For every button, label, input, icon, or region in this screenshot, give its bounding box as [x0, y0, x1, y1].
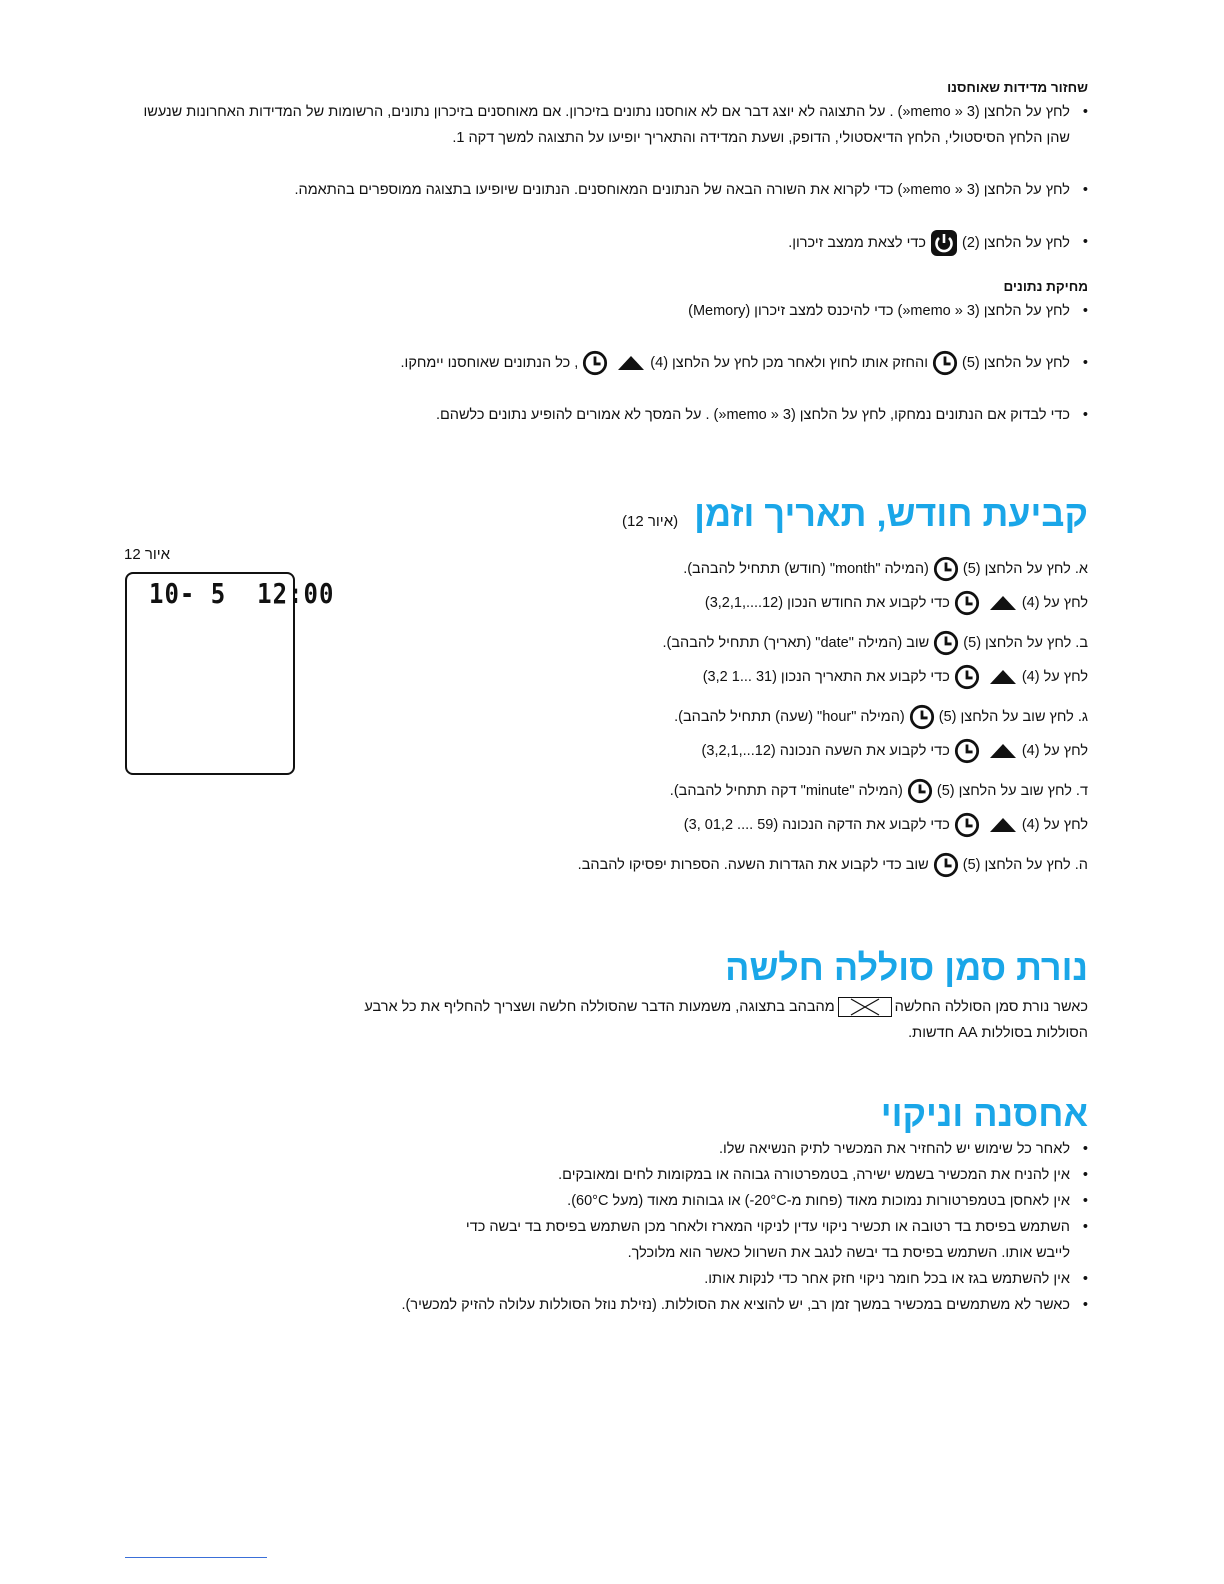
step-line-a [128, 774, 1088, 808]
battery-line-2: הסוללות בסוללות AA חדשות. [908, 1025, 1088, 1042]
step-text: לחץ על (4) [1021, 743, 1088, 760]
clock-step-4 [128, 774, 1088, 842]
clock-section-title [128, 492, 1088, 544]
delete-bullet-1: • לחץ על הלחצן (3 « memo«) כדי להיכנס למצב זיכרון (Memory) [128, 298, 1088, 324]
delete-bullet-2-c: , כל הנתונים שאוחסנו יימחקו. [400, 355, 579, 371]
step-text: כדי לקבוע את החודש הנכון (12....,3,2,1) [704, 595, 950, 612]
delete-bullet-2-a: לחץ על הלחצן (5) [962, 355, 1070, 371]
clock-button-icon [933, 630, 959, 656]
clock-button-icon [954, 664, 980, 690]
storage-item-4-line-1: השתמש בפיסת בד רטובה או תכשיר ניקוי עדין לניקוי המארז ולאחר מכן השתמש בפיסת בד יבשה כדי [465, 1219, 1070, 1236]
up-arrow-icon [988, 594, 1018, 612]
clock-button-icon [909, 704, 935, 730]
footer-line [125, 1557, 267, 1558]
step-text: שוב כדי לקבוע את הגדרות השעה. הספרות יפסיקו להבהב. [577, 857, 929, 874]
clock-button-icon [954, 590, 980, 616]
memory-bullet-2: • לחץ על הלחצן (3 « memo«) כדי לקרוא את השורה הבאה של הנתונים המאוחסנים. הנתונים שיופיעו בתצוגה ממוספרים בהתאמה. [128, 177, 1088, 203]
clock-button-icon [954, 738, 980, 764]
battery-section-title: נורת סמן סוללה חלשה [725, 947, 1088, 989]
memory-bullet-3 [128, 229, 1088, 257]
step-text: כדי לקבוע את הדקה הנכונה (59 .... 01,2 ,3) [683, 817, 950, 834]
up-arrow-icon [988, 668, 1018, 686]
delete-bullet-2-b: והחזק אותו לחוץ ולאחר מכן לחץ על הלחצן (4) [650, 355, 928, 371]
storage-item-5: • אין להשתמש בגז או בכל חומר ניקוי חזק אחר כדי לנקות אותו. [128, 1266, 1088, 1292]
clock-button-icon [932, 350, 958, 376]
memory-bullet-1-line-2: שהן הלחץ הסיסטולי, הלחץ הדיאסטולי, הדופק, ושעת המדידה והתאריך יופיעו על התצוגה למשך דקה 1. [452, 130, 1070, 146]
delete-bullet-3: • כדי לבדוק אם הנתונים נמחקו, לחץ על הלחצן (3 « memo«) . על המסך לא אמורים להופיע נתונים כלשהם. [128, 402, 1088, 428]
storage-item-1: • לאחר כל שימוש יש להחזיר את המכשיר לתיק הנשיאה שלו. [128, 1136, 1088, 1162]
figure-label: איור 12 [124, 546, 171, 563]
storage-item-3: • אין לאחסן בטמפרטורות נמוכות מאוד (פחות מ-20°C-) או גבוהות מאוד (מעל 60°C). [128, 1188, 1088, 1214]
up-arrow-icon [988, 816, 1018, 834]
clock-button-icon [907, 778, 933, 804]
step-text: ב. לחץ על הלחצן (5) [963, 635, 1088, 652]
battery-text: כאשר נורת סמן הסוללה החלשה [894, 999, 1088, 1016]
storage-item-4 [128, 1214, 1088, 1266]
memory-bullet-1-line-1: לחץ על הלחצן (3 « memo«) . על התצוגה לא יוצג דבר אם לא אוחסנו נתונים בזיכרון. אם מאוחסנים בזיכרון נתונים, הרשומות של המדידות האחרונות שנעשו [143, 104, 1070, 120]
step-text: (המילה "month" (חודש) תתחיל להבהב). [683, 561, 929, 578]
memory-bullet-3-a: לחץ על הלחצן (2) [962, 234, 1070, 251]
step-text: לחץ על (4) [1021, 669, 1088, 686]
step-text: ג. לחץ שוב על הלחצן (5) [938, 709, 1088, 726]
delete-section-title: מחיקת נתונים [1003, 279, 1088, 294]
step-text: (המילה "hour" (שעה) תתחיל להבהב). [674, 709, 905, 726]
storage-section-title: אחסנה וניקוי [880, 1093, 1088, 1135]
clock-step-5 [128, 848, 1088, 882]
battery-line-1 [128, 994, 1088, 1020]
clock-title-text: קביעת חודש, תאריך וזמן [694, 493, 1088, 535]
clock-button-icon [933, 556, 959, 582]
figure-reference: (איור 12) [622, 513, 679, 531]
memory-section-title: שחזור מדידות שאוחסנו [947, 80, 1088, 95]
step-text: לחץ על (4) [1021, 817, 1088, 834]
low-battery-icon [838, 997, 892, 1017]
delete-bullet-2 [128, 350, 1088, 376]
lcd-display-figure [125, 572, 335, 775]
step-text: שוב (המילה "date" (תאריך) תתחיל להבהב). [662, 635, 930, 652]
storage-item-4-line-2: לייבש אותו. השתמש בפיסת בד יבשה לנגב את השרוול כאשר הוא מלוכלך. [627, 1245, 1070, 1262]
step-text: לחץ על (4) [1021, 595, 1088, 612]
clock-button-icon [582, 350, 608, 376]
storage-item-2: • אין להניח את המכשיר בשמש ישירה, בטמפרטורה גבוהה או במקומות לחים ומאובקים. [128, 1162, 1088, 1188]
step-text: ד. לחץ שוב על הלחצן (5) [936, 783, 1088, 800]
step-text: כדי לקבוע את השעה הנכונה (12...,3,2,1) [701, 743, 950, 760]
step-text: א. לחץ על הלחצן (5) [962, 561, 1088, 578]
step-text: ה. לחץ על הלחצן (5) [962, 857, 1088, 874]
lcd-date-time: 10- 5 12:00 [149, 577, 335, 611]
up-arrow-icon [616, 354, 646, 372]
memory-bullet-3-b: כדי לצאת ממצב זיכרון. [788, 234, 926, 251]
step-line-b [128, 808, 1088, 842]
step-text: כדי לקבוע את התאריך הנכון (31 ...1 3,2) [702, 669, 950, 686]
up-arrow-icon [988, 742, 1018, 760]
memory-bullet-1 [128, 99, 1088, 151]
step-text: (המילה "minute" דקה תתחיל להבהב). [669, 783, 903, 800]
clock-button-icon [954, 812, 980, 838]
storage-item-6: • כאשר לא משתמשים במכשיר במשך זמן רב, יש להוציא את הסוללות. (נזילת נוזל הסוללות עלולה להזיק למכשיר). [128, 1292, 1088, 1318]
battery-text: מהבהב בתצוגה, משמעות הדבר שהסוללה חלשה ושצריך להחליף את כל ארבע [364, 999, 835, 1016]
clock-button-icon [933, 852, 959, 878]
power-button-icon [930, 229, 958, 257]
